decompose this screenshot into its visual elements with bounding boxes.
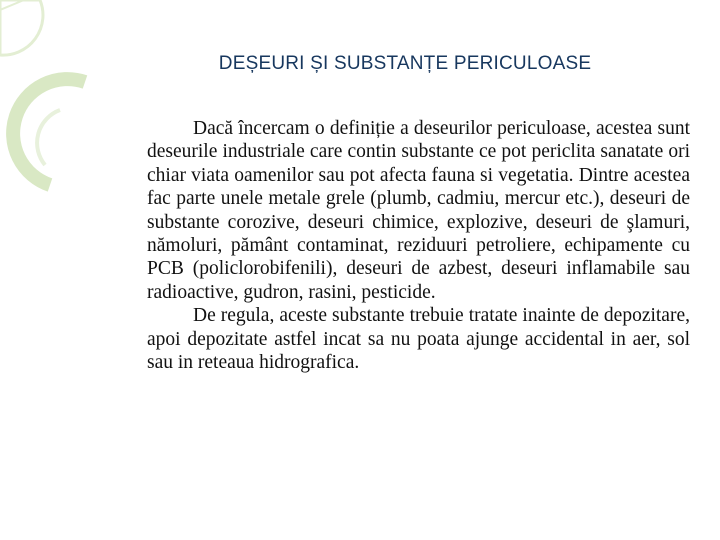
paragraph-treatment: De regula, aceste substante trebuie tratate inainte de depozitare, apoi depozitate astfel incat sa nu poata ajunge accidental in aer, sol sau in reteaua hidrografica.: [147, 305, 690, 374]
middle-arc-decoration: [13, 79, 85, 185]
decorative-arcs: [0, 0, 110, 220]
paragraph-definition: Dacă încercam o definiție a deseurilor periculoase, acestea sunt deseurile industriale care contin substante ce pot periclita sanatate ori chiar viata oamenilor sau pot afecta fauna si vegetatia. Dintre acestea fac parte unele metale grele (plumb, cadmiu, mercur etc.), deseuri de substante corozive, deseuri chimice, explozive, deseuri de şlamuri, nămoluri, pământ contaminat, reziduuri petroliere, echipamente cu PCB (policlorobifenili), deseuri de azbest, deseuri inflamabile sau radioactive, gudron, rasini, pesticide.: [147, 118, 690, 303]
slide-title: DEȘEURI ȘI SUBSTANȚE PERICULOASE: [218, 53, 592, 74]
middle-arc-inner-decoration: [37, 110, 60, 165]
slide-body: [147, 117, 690, 374]
